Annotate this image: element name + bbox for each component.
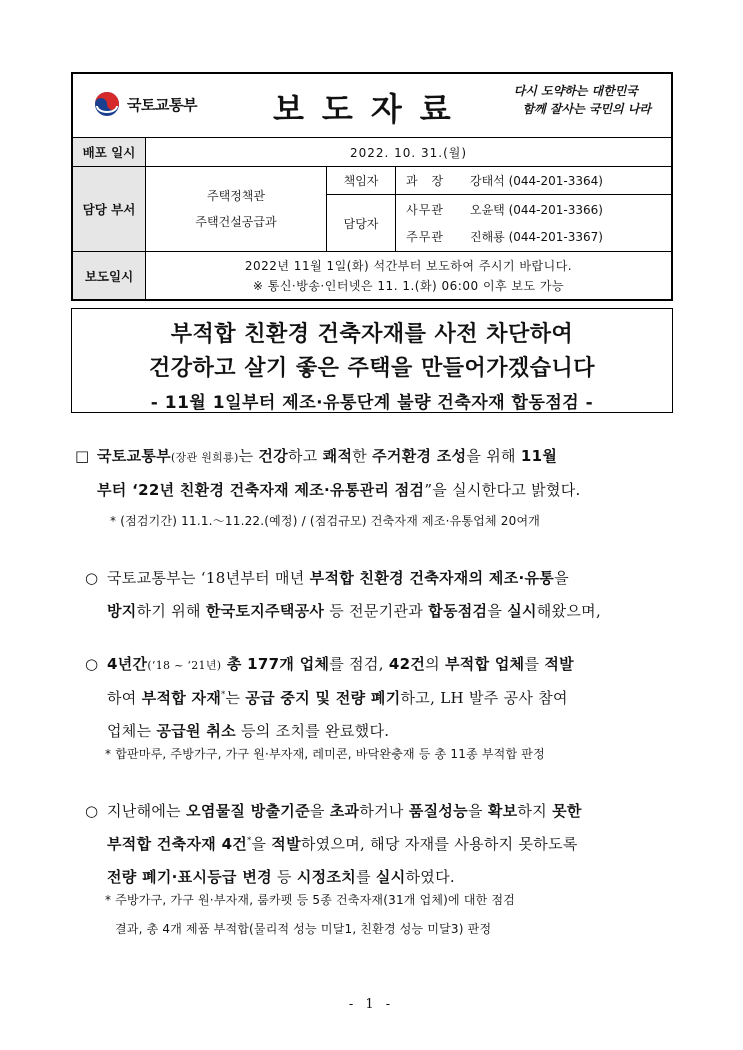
text-bold: 부적합 자재 xyxy=(141,689,222,707)
text-small: (‘18 ~ ‘21년) xyxy=(147,659,222,672)
text: 하고 xyxy=(288,447,323,465)
government-slogan xyxy=(501,82,651,118)
text: 국토교통부는 ‘18년부터 매년 xyxy=(107,569,310,587)
text: 를 xyxy=(356,868,376,886)
text: 지난해에는 xyxy=(107,802,187,820)
footnote-3 xyxy=(105,886,685,944)
text: 을 xyxy=(554,569,569,587)
contact-item xyxy=(396,223,671,250)
text-small: (장관 원희룡) xyxy=(170,451,239,464)
text-bold: 42건 xyxy=(388,655,426,673)
text: 을 xyxy=(467,802,488,820)
paragraph-4 xyxy=(85,795,685,894)
release-date-row xyxy=(73,138,671,167)
circle-bullet: ○ xyxy=(85,655,99,673)
department-name-1: 주택정책관 xyxy=(207,189,265,203)
footnote-mark: * xyxy=(247,836,252,845)
paragraph-3 xyxy=(85,648,685,748)
department-row xyxy=(73,167,671,252)
headline-line-1: 부적합 친환경 건축자재를 사전 차단하여 xyxy=(170,322,574,347)
taegeuk-emblem-icon xyxy=(93,90,121,118)
release-date-label: 배포 일시 xyxy=(73,138,146,166)
text: 를 점검, xyxy=(329,655,389,673)
text: 는 xyxy=(225,689,246,707)
text-bold: 부적합 건축자재 4건 xyxy=(107,835,248,853)
staff-label: 담당자 xyxy=(327,195,396,251)
text: 을 xyxy=(251,835,272,853)
text-bold: 오염물질 방출기준 xyxy=(186,802,310,820)
contact-item xyxy=(396,196,671,223)
text-bold: 쾌적 xyxy=(322,447,353,465)
contact-title: 사무관 xyxy=(406,203,444,217)
text-bold: 방지 xyxy=(107,602,137,620)
text: 등의 조치를 완료했다. xyxy=(235,722,390,740)
text-bold: 건강 xyxy=(258,447,289,465)
text-bold: 부적합 친환경 건축자재의 제조·유통 xyxy=(309,569,555,587)
footnote-1: * (점검기간) 11.1.～11.22.(예정) / (점검규모) 건축자재 제조·유통업체 20여개 xyxy=(110,514,541,528)
staff-row xyxy=(327,195,671,251)
text-bold: 실시 xyxy=(375,868,406,886)
text-bold: 실시 xyxy=(507,602,537,620)
text-bold: 4년간 xyxy=(107,655,148,673)
circle-bullet: ○ xyxy=(85,802,99,820)
text: 을 xyxy=(309,802,330,820)
department-name-2: 주택건설공급과 xyxy=(195,215,277,229)
text-bold: 합동점검 xyxy=(428,602,488,620)
contact-name: 진해룡 (044-201-3367) xyxy=(470,230,603,244)
contact-title: 주무관 xyxy=(406,230,444,244)
text-bold: 부적합 업체 xyxy=(445,655,525,673)
text: 는 xyxy=(238,447,259,465)
text-bold: 못한 xyxy=(552,802,582,820)
department-names xyxy=(146,167,327,251)
text-bold: 한국토지주택공사 xyxy=(205,602,325,620)
press-release-header xyxy=(71,72,673,301)
text-bold: 확보 xyxy=(487,802,518,820)
responsible-row xyxy=(327,167,671,195)
text: 등 xyxy=(271,868,297,886)
text-bold: 품질성능 xyxy=(408,802,468,820)
contact-name: 강태석 (044-201-3364) xyxy=(470,174,603,188)
slogan-line-2: 함께 잘사는 국민의 나라 xyxy=(522,102,651,116)
paragraph-2 xyxy=(85,562,685,628)
headline-box xyxy=(71,308,673,413)
headline-line-2: 건강하고 살기 좋은 주택을 만들어가겠습니다 xyxy=(149,356,595,381)
contacts-block xyxy=(327,167,671,251)
text-bold: 부터 ‘22년 친환경 건축자재 제조·유통관리 점검 xyxy=(97,481,425,499)
text: 하거나 xyxy=(359,802,409,820)
slogan-line-1: 다시 도약하는 대한민국 xyxy=(513,84,638,98)
text-bold: 시정조치 xyxy=(296,868,357,886)
embargo-line-1: 2022년 11월 1일(화) 석간부터 보도하여 주시기 바랍니다. xyxy=(244,258,573,273)
text: 등 전문기관과 xyxy=(324,602,429,620)
text-bold: 적발 xyxy=(271,835,301,853)
text-bold: 공급원 취소 xyxy=(156,722,236,740)
embargo-value xyxy=(146,252,671,299)
text: ”을 실시한다고 밝혔다. xyxy=(424,481,581,499)
text: 하기 위해 xyxy=(136,602,206,620)
square-bullet: □ xyxy=(75,447,90,465)
embargo-row xyxy=(73,252,671,299)
text-bold: 전량 폐기·표시등급 변경 xyxy=(107,868,272,886)
text-bold: 공급 중지 및 전량 폐기 xyxy=(245,689,401,707)
text: 업체는 xyxy=(107,722,157,740)
text: 하였으며, 해당 자재를 사용하지 못하도록 xyxy=(300,835,578,853)
footnote-3-line-1: * 주방가구, 가구 원·부자재, 룸카펫 등 5종 건축자재(31개 업체)에 대한 점검 xyxy=(105,893,516,907)
embargo-label: 보도일시 xyxy=(73,252,146,299)
text: 을 xyxy=(487,602,508,620)
responsible-label: 책임자 xyxy=(327,167,396,194)
text: 의 xyxy=(425,655,445,673)
circle-bullet: ○ xyxy=(85,569,99,587)
text-bold: 초과 xyxy=(329,802,360,820)
footnote-3-line-2: 결과, 총 4개 제품 부적합(물리적 성능 미달1, 친환경 성능 미달3) 판정 xyxy=(115,922,492,936)
footnote-2: * 합판마루, 주방가구, 가구 원·부자재, 레미콘, 바닥완충재 등 총 11종 부적합 판정 xyxy=(105,747,545,761)
text-bold: 11월 xyxy=(520,447,558,465)
release-date-value: 2022. 10. 31.(월) xyxy=(349,145,468,160)
department-label: 담당 부서 xyxy=(73,167,146,251)
page-number: - 1 - xyxy=(348,997,395,1012)
text: 하고, LH 발주 공사 참여 xyxy=(400,689,568,707)
text: 를 xyxy=(524,655,545,673)
text: 해왔으며, xyxy=(536,602,602,620)
text: 하였다. xyxy=(405,868,455,886)
text-bold: 총 177개 업체 xyxy=(221,655,330,673)
text: 한 xyxy=(352,447,373,465)
headline-subtitle: - 11월 1일부터 제조·유통단계 불량 건축자재 합동점검 - xyxy=(150,393,594,413)
text-bold: 국토교통부 xyxy=(97,447,171,465)
text: 을 위해 xyxy=(466,447,521,465)
paragraph-1 xyxy=(75,440,685,507)
footnote-mark: * xyxy=(221,690,226,699)
header-banner xyxy=(73,74,671,138)
text-bold: 주거환경 조성 xyxy=(372,447,467,465)
document-title: 보도자료 xyxy=(273,90,469,128)
text: 하여 xyxy=(107,689,142,707)
contact-name: 오윤택 (044-201-3366) xyxy=(470,203,603,217)
contact-title: 과 장 xyxy=(405,174,445,188)
text-bold: 적발 xyxy=(544,655,574,673)
contact-item xyxy=(396,167,671,194)
embargo-line-2: ※ 통신·방송·인터넷은 11. 1.(화) 06:00 이후 보도 가능 xyxy=(252,278,565,293)
ministry-name: 국토교통부 xyxy=(127,95,197,114)
ministry-logo xyxy=(93,90,197,118)
text: 하지 xyxy=(517,802,553,820)
